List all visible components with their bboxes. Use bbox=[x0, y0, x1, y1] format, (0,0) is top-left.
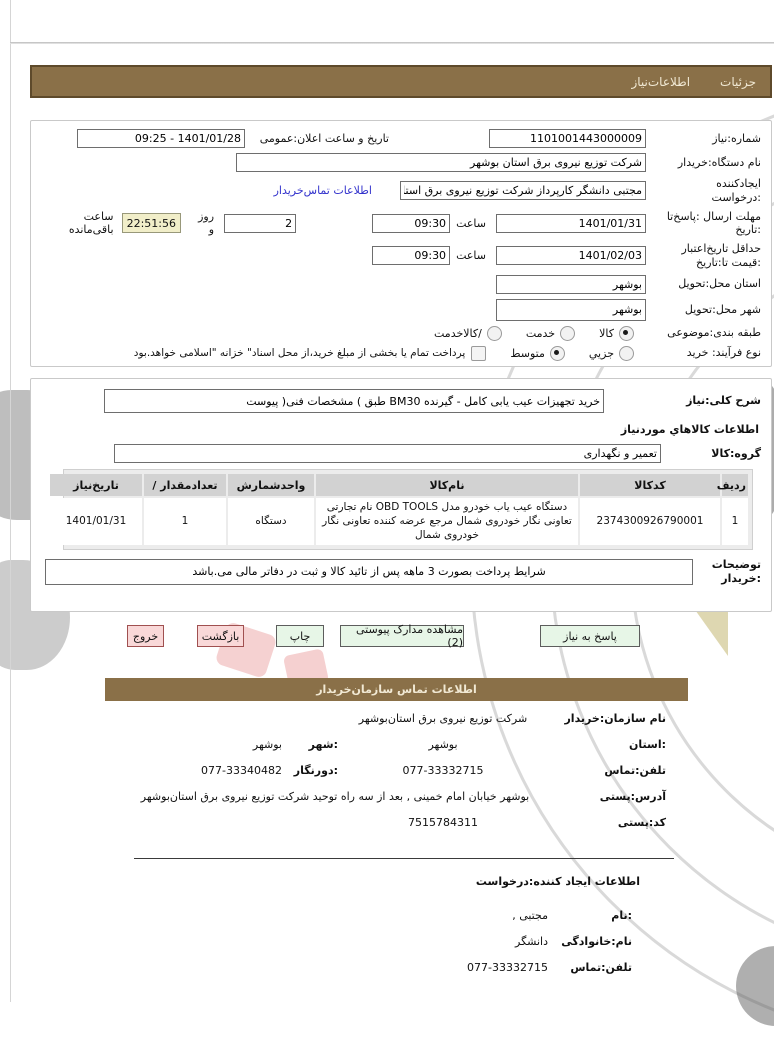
remaining-time-box: 22:51:56 bbox=[122, 213, 182, 233]
radio-goods[interactable] bbox=[619, 326, 634, 341]
cell-need-date: 1401/01/31 bbox=[50, 498, 142, 545]
creator-phone-label: تلفن:تماس bbox=[570, 960, 632, 974]
contact-fax-label: :دورنگار bbox=[293, 764, 338, 777]
goods-table-header-row bbox=[50, 474, 748, 496]
contact-province-value: بوشهر bbox=[428, 738, 458, 751]
contact-address-label: آدرس:پستی bbox=[599, 790, 666, 803]
deadline-hour-label: ساعت bbox=[456, 216, 486, 230]
deadline-time-input[interactable] bbox=[372, 214, 450, 233]
radio-service[interactable] bbox=[560, 326, 575, 341]
announce-datetime-input[interactable] bbox=[77, 129, 245, 148]
creator-phone-row bbox=[105, 954, 688, 980]
need-info-panel bbox=[30, 120, 772, 367]
radio-minor-label: جزیي bbox=[588, 346, 614, 360]
goods-group-row bbox=[41, 444, 761, 463]
goods-table bbox=[48, 472, 750, 547]
goods-table-row bbox=[50, 498, 748, 545]
request-creator-label: ایجادکننده :درخواست bbox=[711, 177, 761, 204]
creator-family-value: دانشگر bbox=[515, 934, 548, 948]
contact-org-row bbox=[105, 712, 688, 738]
contact-city-label: :شهر bbox=[308, 738, 338, 751]
radio-goods-service[interactable] bbox=[487, 326, 502, 341]
creator-name-row bbox=[105, 902, 688, 928]
delivery-province-row bbox=[41, 275, 761, 294]
contact-postal-label: کد:پستی bbox=[617, 816, 666, 829]
radio-medium[interactable] bbox=[550, 346, 565, 361]
buyer-notes-row bbox=[41, 558, 761, 587]
remaining-time-label: ساعت باقی‌مانده bbox=[68, 210, 114, 237]
creator-phone-value: 077-33332715 bbox=[467, 960, 548, 974]
need-number-row bbox=[41, 129, 761, 148]
contact-section bbox=[105, 712, 688, 980]
buyer-notes-input[interactable] bbox=[45, 559, 693, 585]
treasury-checkbox[interactable] bbox=[471, 346, 486, 361]
buyer-org-row bbox=[41, 153, 761, 172]
announce-datetime-label: تاریخ و ساعت اعلان:عمومی bbox=[259, 132, 389, 145]
back-button[interactable]: بازگشت bbox=[197, 625, 244, 647]
tab-need-info[interactable]: اطلاعات‌نیاز bbox=[631, 74, 691, 89]
goods-group-input[interactable] bbox=[114, 444, 661, 463]
buyer-org-label: نام دستگاه:خریدار bbox=[677, 155, 761, 169]
cell-name: دستگاه عیب یاب خودرو مدل OBD TOOLS نام تجارتی تعاونی نگار خودروی شمال مرجع عرضه کننده تعاونی نگار خودروی شمال bbox=[316, 498, 578, 545]
creator-family-row bbox=[105, 928, 688, 954]
buyer-org-input[interactable] bbox=[236, 153, 646, 172]
radio-goods-service-label: /کالاخدمت bbox=[434, 326, 482, 340]
need-number-input[interactable] bbox=[489, 129, 646, 148]
process-type-label: نوع فرآیند: خرید bbox=[686, 346, 761, 360]
delivery-city-row bbox=[41, 299, 761, 321]
cell-code: 2374300926790001 bbox=[580, 498, 720, 545]
col-header-code: کدکالا bbox=[580, 474, 720, 496]
print-button[interactable]: چاپ bbox=[276, 625, 324, 647]
contact-phone-label: تلفن:تماس bbox=[604, 764, 666, 777]
request-creator-section bbox=[105, 875, 688, 980]
validity-hour-label: ساعت bbox=[456, 249, 486, 263]
price-validity-label: حداقل تاریخ‌اعتبار :قیمت تا:تاریخ bbox=[681, 242, 761, 269]
overall-desc-input[interactable] bbox=[104, 389, 604, 413]
contact-province-city-row bbox=[105, 738, 688, 764]
creator-name-label: :نام bbox=[611, 908, 632, 922]
validity-time-input[interactable] bbox=[372, 246, 450, 265]
col-header-unit: واحدشمارش bbox=[228, 474, 314, 496]
radio-medium-label: متوسط bbox=[510, 346, 545, 360]
delivery-province-label: استان محل:تحویل bbox=[678, 277, 761, 291]
section-divider bbox=[134, 858, 674, 859]
response-deadline-row bbox=[41, 210, 761, 238]
overall-desc-row bbox=[41, 389, 761, 413]
watermark-shape bbox=[736, 946, 774, 1026]
section-tabbar bbox=[30, 65, 772, 98]
page-left-border bbox=[10, 0, 11, 1002]
col-header-row-no: ردیف bbox=[722, 474, 748, 496]
treasury-checkbox-label: پرداخت تمام یا بخشی از مبلغ خرید،از محل اسناد" خزانه "اسلامی خواهد.بود bbox=[133, 347, 466, 359]
request-creator-input[interactable] bbox=[400, 181, 646, 200]
cell-row-no: 1 bbox=[722, 498, 748, 545]
goods-info-heading: اطلاعات کالاهاي موردنیاز bbox=[620, 423, 759, 436]
exit-button[interactable]: خروج bbox=[127, 625, 164, 647]
delivery-city-label: شهر محل:تحویل bbox=[684, 302, 761, 316]
classification-row bbox=[41, 326, 761, 341]
validity-date-input[interactable] bbox=[496, 246, 646, 265]
radio-goods-label: کالا bbox=[599, 326, 614, 340]
need-number-label: شماره:نیاز bbox=[712, 131, 761, 145]
radio-minor[interactable] bbox=[619, 346, 634, 361]
contact-address-value: بوشهر خیابان امام خمینی , بعد از سه راه توحید شرکت توزیع نیروی برق استان‌بوشهر bbox=[140, 790, 530, 803]
price-validity-row bbox=[41, 242, 761, 270]
request-creator-heading: اطلاعات ایجاد کننده:درخواست bbox=[475, 875, 640, 888]
overall-desc-label: شرح کلی:نیاز bbox=[686, 394, 761, 408]
contact-postal-value: 7515784311 bbox=[408, 816, 478, 829]
respond-to-need-button[interactable]: پاسخ به نیاز bbox=[540, 625, 640, 647]
deadline-date-input[interactable] bbox=[496, 214, 646, 233]
view-attachments-button[interactable]: مشاهده مدارک پیوستی (2) bbox=[340, 625, 464, 647]
col-header-qty: تعدادمقدار / bbox=[144, 474, 226, 496]
contact-phone-value: 077-33332715 bbox=[402, 764, 484, 777]
contact-section-bar: اطلاعات تماس سازمان‌خریدار bbox=[105, 678, 688, 701]
contact-province-label: :استان bbox=[629, 738, 666, 751]
creator-name-value: مجتبی , bbox=[512, 908, 548, 922]
days-label: روز و bbox=[198, 210, 215, 237]
delivery-city-input[interactable] bbox=[496, 299, 646, 321]
buyer-notes-label: توضیحات :خریدار bbox=[711, 557, 761, 585]
contact-phone-fax-row bbox=[105, 764, 688, 790]
tab-details[interactable]: جزئیات bbox=[720, 74, 756, 89]
delivery-province-input[interactable] bbox=[496, 275, 646, 294]
contact-fax-value: 077-33340482 bbox=[201, 764, 282, 777]
creator-family-label: نام:خانوادگی bbox=[561, 934, 632, 948]
buyer-contact-link[interactable]: اطلاعات تماس‌خریدار bbox=[273, 184, 372, 198]
radio-service-label: خدمت bbox=[525, 326, 556, 340]
col-header-need-date: تاریخ‌نیاز bbox=[50, 474, 142, 496]
contact-postal-row bbox=[105, 816, 688, 842]
goods-table-wrap bbox=[63, 469, 753, 550]
response-deadline-label: مهلت ارسال :پاسخ‌تا :تاریخ bbox=[666, 209, 761, 237]
contact-org-label: نام سازمان:خریدار bbox=[564, 712, 666, 725]
contact-org-value: شرکت توزیع نیروی برق استان‌بوشهر bbox=[358, 712, 528, 725]
action-buttons bbox=[127, 625, 640, 647]
col-header-name: نام‌کالا bbox=[316, 474, 578, 496]
process-type-row bbox=[41, 346, 761, 361]
contact-address-row bbox=[105, 790, 688, 816]
need-description-panel bbox=[30, 378, 772, 612]
goods-group-label: گروه:کالا bbox=[711, 446, 761, 460]
request-creator-row bbox=[41, 177, 761, 205]
cell-unit: دستگاه bbox=[228, 498, 314, 545]
days-input[interactable] bbox=[224, 214, 296, 233]
cell-qty: 1 bbox=[144, 498, 226, 545]
contact-city-value: بوشهر bbox=[252, 738, 282, 751]
page-top-divider bbox=[10, 42, 774, 44]
classification-label: طبقه بندی:موضوعی bbox=[667, 326, 761, 340]
